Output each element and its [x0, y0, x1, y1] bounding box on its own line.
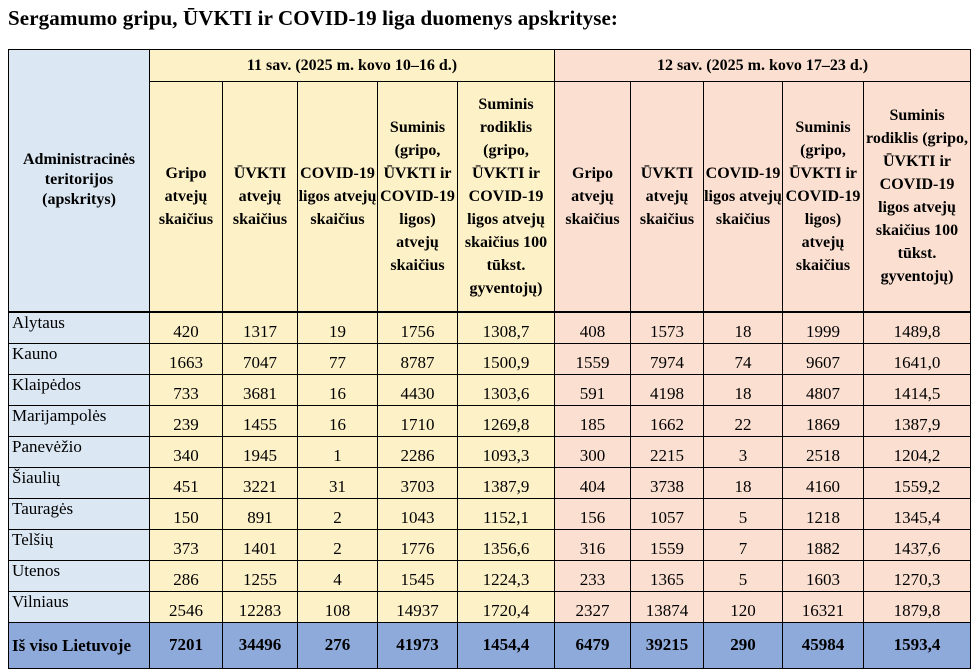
table-cell: 1869: [783, 405, 864, 436]
table-cell: 1545: [378, 560, 458, 591]
table-cell: 1573: [631, 312, 704, 344]
total-label: Iš viso Lietuvoje: [9, 622, 150, 668]
table-cell: 1489,8: [864, 312, 971, 344]
table-cell: 4198: [631, 374, 704, 405]
table-cell: 2: [298, 529, 378, 560]
week1-header: 11 sav. (2025 m. kovo 10–16 d.): [150, 50, 555, 82]
table-cell: 7: [704, 529, 783, 560]
table-row: [9, 343, 971, 374]
table-cell: 1308,7: [458, 312, 555, 344]
table-cell: 2215: [631, 436, 704, 467]
table-cell: 2286: [378, 436, 458, 467]
w2-uvkti-header: ŪVKTI atvejų skaičius: [631, 82, 704, 312]
table-cell: 1500,9: [458, 343, 555, 374]
table-cell: 373: [150, 529, 223, 560]
table-cell: 2518: [783, 436, 864, 467]
week2-header: 12 sav. (2025 m. kovo 17–23 d.): [555, 50, 971, 82]
table-cell: 1093,3: [458, 436, 555, 467]
table-cell: 1593,4: [864, 622, 971, 668]
table-cell: 45984: [783, 622, 864, 668]
table-cell: 7047: [223, 343, 298, 374]
w2-flu-header: Gripo atvejų skaičius: [555, 82, 631, 312]
table-cell: 39215: [631, 622, 704, 668]
w1-total-header: Suminis (gripo, ŪVKTI ir COVID-19 ligos) atvejų skaičius: [378, 82, 458, 312]
w1-covid-header: COVID-19 ligos atvejų skaičius: [298, 82, 378, 312]
flu-covid-table: [8, 49, 971, 669]
table-cell: 290: [704, 622, 783, 668]
total-row: [9, 622, 971, 668]
table-cell: 3: [704, 436, 783, 467]
w2-total-header: Suminis (gripo, ŪVKTI ir COVID-19 ligos) atvejų skaičius: [783, 82, 864, 312]
region-name: Alytaus: [9, 312, 150, 344]
table-cell: 891: [223, 498, 298, 529]
table-cell: 6479: [555, 622, 631, 668]
table-cell: 1945: [223, 436, 298, 467]
table-cell: 451: [150, 467, 223, 498]
table-cell: 4807: [783, 374, 864, 405]
table-cell: 8787: [378, 343, 458, 374]
table-cell: 733: [150, 374, 223, 405]
table-cell: 1414,5: [864, 374, 971, 405]
table-cell: 5: [704, 560, 783, 591]
table-cell: 1663: [150, 343, 223, 374]
table-cell: 1559: [555, 343, 631, 374]
table-cell: 2327: [555, 591, 631, 622]
table-cell: 2: [298, 498, 378, 529]
table-cell: 120: [704, 591, 783, 622]
table-cell: 19: [298, 312, 378, 344]
table-cell: 1999: [783, 312, 864, 344]
table-cell: 34496: [223, 622, 298, 668]
table-cell: 1: [298, 436, 378, 467]
table-cell: 1662: [631, 405, 704, 436]
table-cell: 1559: [631, 529, 704, 560]
table-cell: 233: [555, 560, 631, 591]
table-cell: 591: [555, 374, 631, 405]
table-cell: 108: [298, 591, 378, 622]
table-cell: 74: [704, 343, 783, 374]
table-cell: 1224,3: [458, 560, 555, 591]
table-cell: 7201: [150, 622, 223, 668]
region-name: Marijampolės: [9, 405, 150, 436]
table-cell: 3221: [223, 467, 298, 498]
table-cell: 408: [555, 312, 631, 344]
table-cell: 1401: [223, 529, 298, 560]
table-cell: 1454,4: [458, 622, 555, 668]
table-cell: 300: [555, 436, 631, 467]
table-cell: 1152,1: [458, 498, 555, 529]
region-name: Vilniaus: [9, 591, 150, 622]
region-name: Kauno: [9, 343, 150, 374]
table-cell: 1218: [783, 498, 864, 529]
table-cell: 31: [298, 467, 378, 498]
w2-rate-header: Suminis rodiklis (gripo, ŪVKTI ir COVID-19 ligos atvejų skaičius 100 tūkst. gyventojų): [864, 82, 971, 312]
table-cell: 420: [150, 312, 223, 344]
table-cell: 22: [704, 405, 783, 436]
table-cell: 1303,6: [458, 374, 555, 405]
table-cell: 1365: [631, 560, 704, 591]
table-cell: 1269,8: [458, 405, 555, 436]
table-cell: 150: [150, 498, 223, 529]
page-title: Sergamumo gripu, ŪVKTI ir COVID-19 liga duomenys apskrityse:: [8, 6, 618, 30]
w1-flu-header: Gripo atvejų skaičius: [150, 82, 223, 312]
table-cell: 3703: [378, 467, 458, 498]
region-name: Šiaulių: [9, 467, 150, 498]
w1-uvkti-header: ŪVKTI atvejų skaičius: [223, 82, 298, 312]
table-cell: 340: [150, 436, 223, 467]
table-cell: 5: [704, 498, 783, 529]
table-cell: 1756: [378, 312, 458, 344]
table-cell: 1559,2: [864, 467, 971, 498]
table-cell: 4: [298, 560, 378, 591]
table-cell: 276: [298, 622, 378, 668]
table-cell: 1204,2: [864, 436, 971, 467]
table-cell: 77: [298, 343, 378, 374]
table-cell: 286: [150, 560, 223, 591]
table-row: [9, 374, 971, 405]
table-cell: 16: [298, 405, 378, 436]
table-cell: 41973: [378, 622, 458, 668]
table-row: [9, 591, 971, 622]
w1-rate-header: Suminis rodiklis (gripo, ŪVKTI ir COVID-19 ligos atvejų skaičius 100 tūkst. gyventojų): [458, 82, 555, 312]
table-cell: 1270,3: [864, 560, 971, 591]
table-cell: 7974: [631, 343, 704, 374]
table-cell: 18: [704, 467, 783, 498]
table-row: [9, 560, 971, 591]
table-cell: 1356,6: [458, 529, 555, 560]
table-cell: 1882: [783, 529, 864, 560]
table-cell: 9607: [783, 343, 864, 374]
table-cell: 1255: [223, 560, 298, 591]
table-cell: 4160: [783, 467, 864, 498]
table-cell: 14937: [378, 591, 458, 622]
table-cell: 16321: [783, 591, 864, 622]
table-cell: 156: [555, 498, 631, 529]
table-cell: 404: [555, 467, 631, 498]
region-name: Utenos: [9, 560, 150, 591]
table-cell: 185: [555, 405, 631, 436]
table-cell: 3681: [223, 374, 298, 405]
table-cell: 1043: [378, 498, 458, 529]
table-cell: 239: [150, 405, 223, 436]
table-cell: 2546: [150, 591, 223, 622]
region-name: Telšių: [9, 529, 150, 560]
table-cell: 316: [555, 529, 631, 560]
region-name: Panevėžio: [9, 436, 150, 467]
table-cell: 4430: [378, 374, 458, 405]
table-cell: 16: [298, 374, 378, 405]
region-column-header: Administracinės teritorijos (apskritys): [9, 50, 150, 312]
table-cell: 1317: [223, 312, 298, 344]
table-cell: 1710: [378, 405, 458, 436]
table-cell: 18: [704, 312, 783, 344]
table-cell: 1603: [783, 560, 864, 591]
table-cell: 1387,9: [864, 405, 971, 436]
table-row: [9, 498, 971, 529]
table-row: [9, 312, 971, 344]
table-cell: 1879,8: [864, 591, 971, 622]
table-cell: 18: [704, 374, 783, 405]
table-cell: 1776: [378, 529, 458, 560]
table-cell: 1720,4: [458, 591, 555, 622]
table-cell: 1345,4: [864, 498, 971, 529]
table-row: [9, 529, 971, 560]
w2-covid-header: COVID-19 ligos atvejų skaičius: [704, 82, 783, 312]
table-cell: 12283: [223, 591, 298, 622]
table-cell: 1641,0: [864, 343, 971, 374]
table-cell: 13874: [631, 591, 704, 622]
table-cell: 1455: [223, 405, 298, 436]
region-name: Klaipėdos: [9, 374, 150, 405]
region-name: Tauragės: [9, 498, 150, 529]
table-cell: 3738: [631, 467, 704, 498]
table-cell: 1437,6: [864, 529, 971, 560]
table-cell: 1057: [631, 498, 704, 529]
table-row: [9, 405, 971, 436]
table-row: [9, 467, 971, 498]
table-row: [9, 436, 971, 467]
table-cell: 1387,9: [458, 467, 555, 498]
